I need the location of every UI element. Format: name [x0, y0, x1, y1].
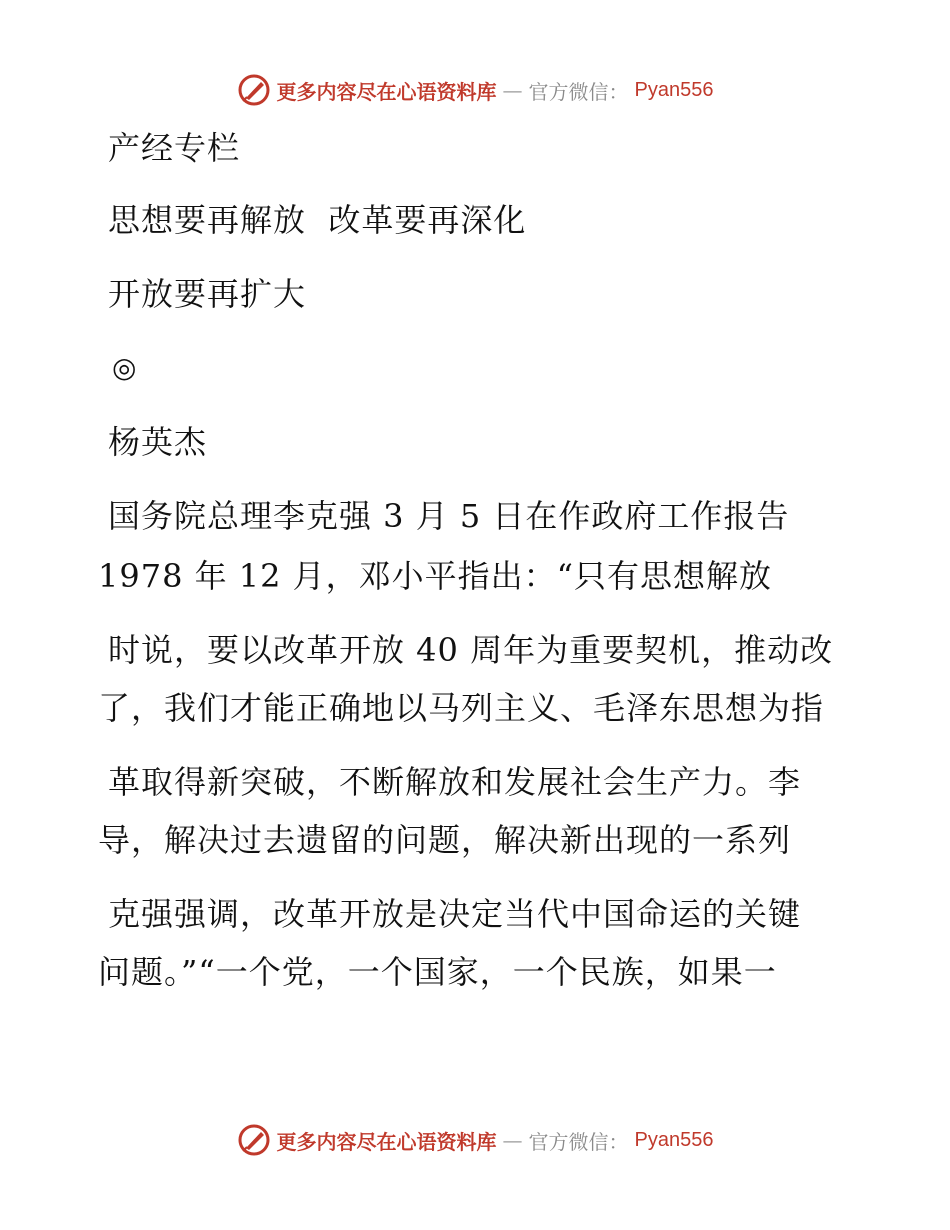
watermark-contact-label: 官方微信：	[528, 79, 629, 104]
watermark-contact-id: Pyan556	[634, 1128, 714, 1151]
quill-logo-icon	[237, 73, 271, 107]
article-title-line-2: 开放要再扩大	[108, 275, 307, 313]
body-line-5: 革取得新突破，不断解放和发展社会生产力。李	[108, 763, 802, 801]
body-line-6: 导，解决过去遗留的问题，解决新出现的一系列	[98, 821, 792, 859]
watermark-separator: —	[502, 1128, 523, 1152]
watermark-separator: —	[502, 78, 523, 102]
article-title-line-1: 思想要再解放 改革要再深化	[108, 201, 527, 239]
divider-mark: ◎	[112, 351, 138, 384]
body-line-3: 时说，要以改革开放 40 周年为重要契机，推动改	[108, 631, 834, 669]
watermark-brand: 更多内容尽在心语资料库	[276, 79, 497, 104]
watermark-brand: 更多内容尽在心语资料库	[276, 1129, 497, 1154]
body-line-1: 国务院总理李克强 3 月 5 日在作政府工作报告	[108, 497, 790, 535]
author-name: 杨英杰	[108, 423, 208, 461]
body-line-8: 问题。”“一个党，一个国家，一个民族，如果一	[98, 953, 777, 991]
watermark-contact-id: Pyan556	[634, 78, 714, 101]
quill-logo-icon	[237, 1123, 271, 1157]
body-line-4: 了，我们才能正确地以马列主义、毛泽东思想为指	[98, 689, 825, 727]
body-line-2: 1978 年 12 月，邓小平指出：“只有思想解放	[98, 557, 773, 595]
body-line-7: 克强强调，改革开放是决定当代中国命运的关键	[108, 895, 802, 933]
watermark-header	[0, 70, 950, 110]
column-name: 产经专栏	[108, 129, 241, 167]
watermark-footer	[0, 1120, 950, 1160]
watermark-contact-label: 官方微信：	[528, 1129, 629, 1154]
